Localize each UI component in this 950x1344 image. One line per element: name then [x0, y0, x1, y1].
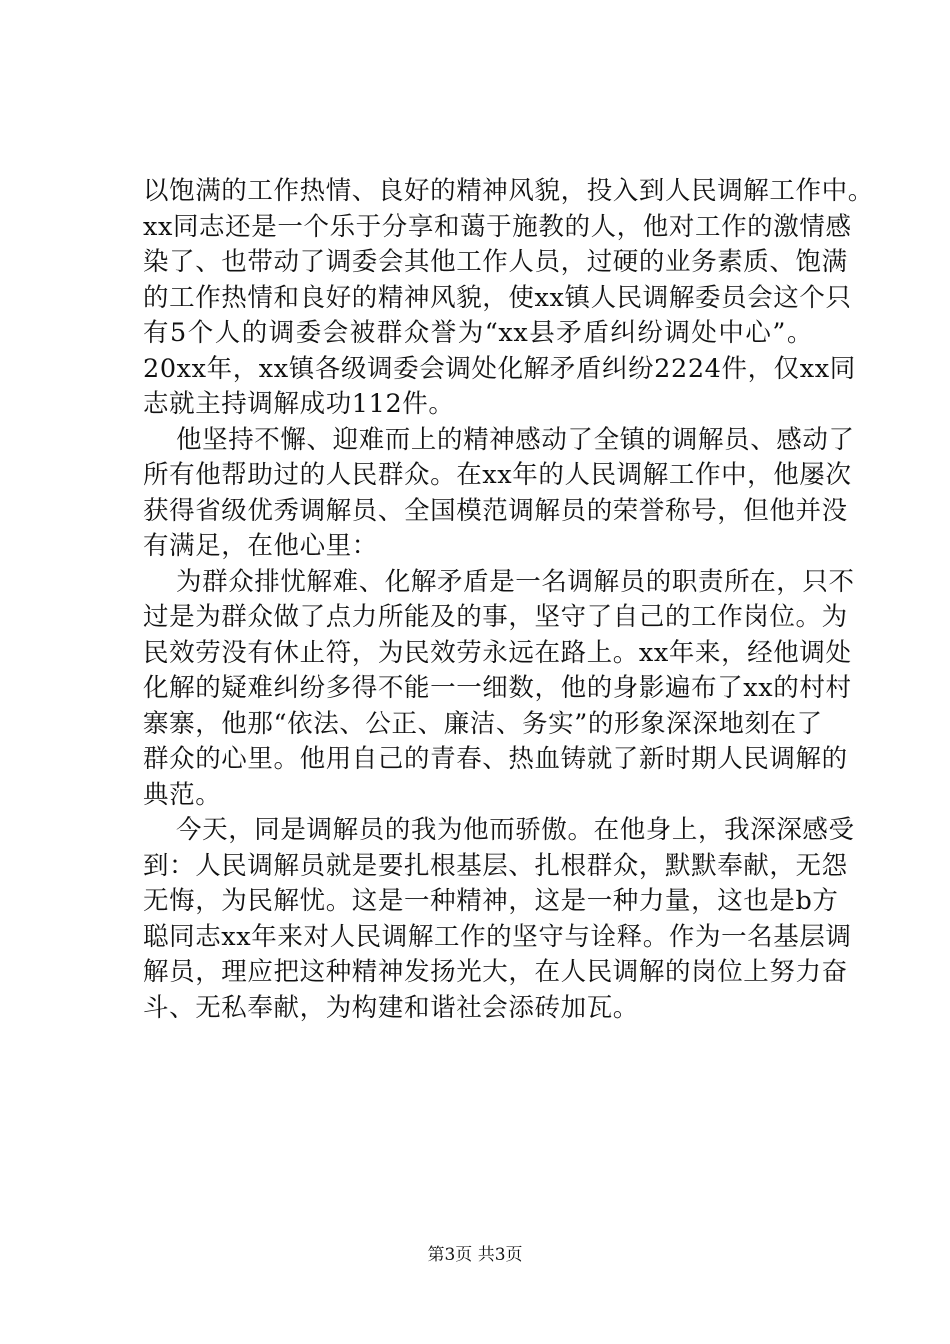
text-line: 民效劳没有休止符，为民效劳永远在路上。xx年来，经他调处 [143, 637, 852, 668]
text-line: 群众的心里。他用自己的青春、热血铸就了新时期人民调解的 [143, 744, 848, 774]
text-line: xx同志还是一个乐于分享和蔼于施教的人，他对工作的激情感 [143, 211, 852, 242]
text-line: 到：人民调解员就是要扎根基层、扎根群众，默默奉献，无怨 [143, 850, 848, 881]
text-line: 无悔，为民解忧。这是一种精神，这是一种力量，这也是b方 [143, 886, 839, 916]
text-line: 寨寨，他那“依法、公正、廉洁、务实”的形象深深地刻在了 [143, 708, 823, 739]
document-body [143, 174, 874, 1026]
text-line: 解员，理应把这种精神发扬光大，在人民调解的岗位上努力奋 [143, 957, 848, 987]
text-line: 有5个人的调委会被群众誉为“xx县矛盾纠纷调处中心”。 [143, 318, 813, 348]
text-line: 以饱满的工作热情、良好的精神风貌，投入到人民调解工作中。 [143, 176, 874, 206]
paragraph-first-line: 他坚持不懈、迎难而上的精神感动了全镇的调解员、感动了 [176, 424, 855, 455]
text-line: 所有他帮助过的人民群众。在xx年的人民调解工作中，他屡次 [143, 460, 852, 490]
text-line: 聪同志xx年来对人民调解工作的坚守与诠释。作为一名基层调 [143, 921, 852, 952]
text-line: 的工作热情和良好的精神风貌，使xx镇人民调解委员会这个只 [143, 282, 852, 313]
paragraph-first-line: 为群众排忧解难、化解矛盾是一名调解员的职责所在，只不 [176, 566, 855, 597]
page-number-footer: 第3页 共3页 [427, 1245, 523, 1265]
text-line: 志就主持调解成功112件。 [143, 389, 455, 419]
text-line: 过是为群众做了点力所能及的事，坚守了自己的工作岗位。为 [143, 602, 848, 632]
text-line: 获得省级优秀调解员、全国模范调解员的荣誉称号，但他并没 [143, 495, 848, 526]
text-line: 化解的疑难纠纷多得不能一一细数，他的身影遍布了xx的村村 [143, 673, 852, 703]
text-line: 斗、无私奉献，为构建和谐社会添砖加瓦。 [143, 992, 639, 1023]
text-line: 染了、也带动了调委会其他工作人员，过硬的业务素质、饱满 [143, 247, 848, 277]
paragraph-first-line: 今天，同是调解员的我为他而骄傲。在他身上，我深深感受 [176, 815, 855, 845]
text-line: 典范。 [143, 779, 222, 810]
text-line: 20xx年，xx镇各级调委会调处化解矛盾纠纷2224件，仅xx同 [143, 353, 856, 384]
text-line: 有满足，在他心里： [143, 531, 378, 561]
